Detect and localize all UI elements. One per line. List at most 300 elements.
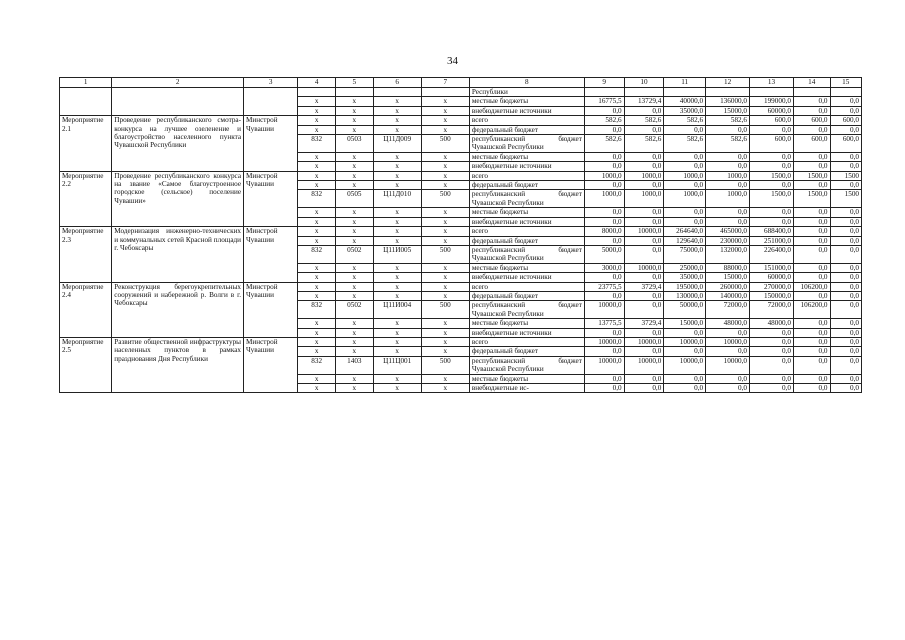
value-cell: 0,0: [830, 384, 861, 393]
value-cell: 72000,0: [750, 301, 794, 319]
budget-code-cell: Ц11Д009: [373, 135, 421, 153]
budget-code-cell: х: [421, 263, 469, 272]
value-cell: 1500,0: [750, 190, 794, 208]
budget-code-cell: 832: [298, 301, 336, 319]
budget-code-cell: х: [336, 273, 374, 282]
value-cell: 0,0: [830, 374, 861, 383]
value-cell: 582,6: [584, 116, 624, 125]
value-cell: 0,0: [624, 301, 664, 319]
value-cell: 1000,0: [706, 190, 750, 208]
value-cell: 0,0: [793, 181, 830, 190]
budget-code-cell: Ц11И004: [373, 301, 421, 319]
budget-code-cell: [373, 88, 421, 97]
value-cell: 0,0: [706, 181, 750, 190]
measure-name: Развитие общественной инфраструктуры населенных пунктов в рамках празднования Дня Республики: [112, 337, 244, 392]
value-cell: 0,0: [624, 384, 664, 393]
measure-executor: Минстрой Чувашии: [244, 227, 298, 282]
budget-code-cell: 500: [421, 356, 469, 374]
budget-code-cell: х: [421, 208, 469, 217]
budget-code-cell: 0502: [336, 245, 374, 263]
value-cell: 0,0: [830, 152, 861, 161]
budget-code-cell: Ц11Ц001: [373, 356, 421, 374]
value-cell: 0,0: [830, 236, 861, 245]
budget-code-cell: Ц11Д010: [373, 190, 421, 208]
budget-code-cell: [421, 88, 469, 97]
column-header-8: 8: [469, 78, 584, 88]
budget-code-cell: х: [298, 152, 336, 161]
budget-code-cell: х: [298, 291, 336, 300]
value-cell: 10000,0: [624, 337, 664, 346]
value-cell: 3729,4: [624, 282, 664, 291]
budget-code-cell: х: [421, 384, 469, 393]
budget-code-cell: х: [336, 328, 374, 337]
value-cell: 10000,0: [584, 337, 624, 346]
budget-code-cell: х: [373, 217, 421, 226]
column-header-3: 3: [244, 78, 298, 88]
table-row: [60, 171, 862, 180]
value-cell: 0,0: [830, 282, 861, 291]
value-cell: 0,0: [750, 328, 794, 337]
value-cell: 15000,0: [664, 319, 706, 328]
value-cell: 48000,0: [706, 319, 750, 328]
value-cell: 0,0: [793, 347, 830, 356]
table-body: [60, 88, 862, 393]
budget-code-cell: х: [298, 162, 336, 171]
table-row: [60, 88, 862, 97]
value-cell: 0,0: [830, 319, 861, 328]
budget-code-cell: х: [336, 106, 374, 115]
funding-source-cell: всего: [469, 171, 584, 180]
budget-code-cell: х: [298, 273, 336, 282]
budget-code-cell: 0502: [336, 301, 374, 319]
budget-code-cell: х: [421, 328, 469, 337]
value-cell: 10000,0: [706, 337, 750, 346]
budget-code-cell: 0505: [336, 190, 374, 208]
budget-code-cell: х: [373, 328, 421, 337]
budget-code-cell: х: [373, 116, 421, 125]
funding-source-cell: местные бюджеты: [469, 208, 584, 217]
value-cell: 0,0: [664, 217, 706, 226]
value-cell: 13775,5: [584, 319, 624, 328]
budget-code-cell: х: [373, 263, 421, 272]
value-cell: 136000,0: [706, 97, 750, 106]
budget-code-cell: х: [421, 106, 469, 115]
value-cell: 0,0: [793, 291, 830, 300]
column-header-9: 9: [584, 78, 624, 88]
column-header-10: 10: [624, 78, 664, 88]
value-cell: 0,0: [706, 347, 750, 356]
budget-code-cell: х: [336, 319, 374, 328]
budget-code-cell: х: [298, 282, 336, 291]
value-cell: 600,0: [750, 135, 794, 153]
value-cell: 10000,0: [664, 356, 706, 374]
value-cell: 10000,0: [584, 301, 624, 319]
value-cell: 60000,0: [750, 106, 794, 115]
budget-code-cell: х: [373, 171, 421, 180]
table-row: [60, 282, 862, 291]
value-cell: 140000,0: [706, 291, 750, 300]
column-header-7: 7: [421, 78, 469, 88]
value-cell: 0,0: [750, 337, 794, 346]
value-cell: [584, 88, 624, 97]
value-cell: 0,0: [793, 245, 830, 263]
value-cell: 0,0: [830, 273, 861, 282]
page-number: 34: [447, 55, 458, 67]
budget-code-cell: х: [373, 208, 421, 217]
value-cell: 0,0: [624, 208, 664, 217]
value-cell: 0,0: [706, 384, 750, 393]
budget-code-cell: х: [373, 291, 421, 300]
value-cell: 35000,0: [664, 106, 706, 115]
budget-code-cell: х: [373, 273, 421, 282]
value-cell: 0,0: [793, 106, 830, 115]
measure-name: Реконструкция берегоукрепительных сооружений и набережной р. Волги в г. Чебоксары: [112, 282, 244, 337]
value-cell: 0,0: [793, 236, 830, 245]
budget-code-cell: х: [298, 97, 336, 106]
value-cell: 10000,0: [624, 227, 664, 236]
value-cell: 0,0: [706, 374, 750, 383]
value-cell: 0,0: [830, 347, 861, 356]
measure-name: Проведение республиканского конкурса на звание «Самое благоустроенное городское (сельское) поселение Чувашии»: [112, 171, 244, 226]
budget-code-cell: х: [373, 384, 421, 393]
budget-code-cell: х: [336, 208, 374, 217]
value-cell: 10000,0: [706, 356, 750, 374]
value-cell: 0,0: [584, 125, 624, 134]
budget-code-cell: 500: [421, 135, 469, 153]
measure-label: Мероприятие 2.3: [60, 227, 112, 282]
value-cell: 0,0: [624, 217, 664, 226]
measure-executor: Минстрой Чувашии: [244, 171, 298, 226]
budget-code-cell: х: [373, 282, 421, 291]
budget-code-cell: х: [336, 236, 374, 245]
value-cell: 25000,0: [664, 263, 706, 272]
funding-source-cell: всего: [469, 337, 584, 346]
budget-code-cell: х: [298, 181, 336, 190]
funding-source-cell: внебюджетные источники: [469, 273, 584, 282]
value-cell: 1000,0: [584, 171, 624, 180]
budget-code-cell: х: [336, 384, 374, 393]
funding-source-cell: республиканский бюджет Чувашской Республики: [469, 356, 584, 374]
value-cell: 0,0: [750, 181, 794, 190]
value-cell: 1500,0: [793, 190, 830, 208]
budget-code-cell: х: [421, 347, 469, 356]
budget-code-cell: х: [421, 291, 469, 300]
value-cell: 0,0: [793, 328, 830, 337]
value-cell: 1000,0: [664, 190, 706, 208]
value-cell: 0,0: [830, 337, 861, 346]
measure-name: Модернизация инженерно-технических и коммунальных сетей Красной площади г. Чебоксары: [112, 227, 244, 282]
value-cell: [706, 88, 750, 97]
budget-code-cell: х: [336, 347, 374, 356]
column-header-1: 1: [60, 78, 112, 88]
value-cell: 0,0: [624, 152, 664, 161]
value-cell: 0,0: [624, 374, 664, 383]
budget-code-cell: х: [336, 374, 374, 383]
budget-code-cell: [336, 88, 374, 97]
budget-code-cell: х: [336, 227, 374, 236]
value-cell: 0,0: [664, 384, 706, 393]
value-cell: 0,0: [584, 347, 624, 356]
value-cell: 0,0: [624, 162, 664, 171]
value-cell: 0,0: [750, 217, 794, 226]
measure-label: Мероприятие 2.5: [60, 337, 112, 392]
value-cell: 0,0: [624, 328, 664, 337]
budget-code-cell: х: [373, 374, 421, 383]
blank-cell: [244, 88, 298, 116]
budget-code-cell: х: [298, 236, 336, 245]
budget-code-cell: х: [298, 263, 336, 272]
budget-code-cell: 832: [298, 135, 336, 153]
value-cell: 40000,0: [664, 97, 706, 106]
value-cell: 0,0: [750, 208, 794, 217]
value-cell: 0,0: [750, 347, 794, 356]
value-cell: 1500,0: [750, 171, 794, 180]
value-cell: 0,0: [830, 106, 861, 115]
budget-code-cell: х: [298, 374, 336, 383]
value-cell: 1000,0: [664, 171, 706, 180]
budget-code-cell: х: [373, 347, 421, 356]
budget-code-cell: х: [336, 291, 374, 300]
budget-code-cell: х: [421, 273, 469, 282]
column-header-2: 2: [112, 78, 244, 88]
value-cell: 0,0: [624, 181, 664, 190]
budget-code-cell: х: [373, 319, 421, 328]
budget-code-cell: 832: [298, 245, 336, 263]
column-header-6: 6: [373, 78, 421, 88]
budget-code-cell: х: [373, 181, 421, 190]
value-cell: 0,0: [584, 291, 624, 300]
value-cell: 0,0: [624, 245, 664, 263]
value-cell: 0,0: [664, 125, 706, 134]
value-cell: 35000,0: [664, 273, 706, 282]
value-cell: 129640,0: [664, 236, 706, 245]
funding-source-cell: внебюджетные источники: [469, 217, 584, 226]
value-cell: 0,0: [830, 208, 861, 217]
funding-source-cell: всего: [469, 282, 584, 291]
value-cell: 600,0: [793, 135, 830, 153]
funding-source-cell: местные бюджеты: [469, 97, 584, 106]
value-cell: 0,0: [830, 301, 861, 319]
budget-code-cell: х: [298, 337, 336, 346]
value-cell: 130000,0: [664, 291, 706, 300]
value-cell: 8000,0: [584, 227, 624, 236]
value-cell: 0,0: [706, 125, 750, 134]
budget-code-cell: х: [298, 106, 336, 115]
budget-code-cell: х: [298, 208, 336, 217]
budget-code-cell: х: [298, 171, 336, 180]
value-cell: 0,0: [830, 162, 861, 171]
value-cell: 0,0: [830, 263, 861, 272]
value-cell: 0,0: [584, 328, 624, 337]
value-cell: 5000,0: [584, 245, 624, 263]
value-cell: 0,0: [793, 152, 830, 161]
value-cell: 0,0: [624, 125, 664, 134]
value-cell: 264640,0: [664, 227, 706, 236]
value-cell: 0,0: [793, 208, 830, 217]
budget-table: [59, 77, 862, 393]
funding-source-cell: республиканский бюджет Чувашской Республики: [469, 135, 584, 153]
value-cell: 48000,0: [750, 319, 794, 328]
budget-code-cell: х: [421, 162, 469, 171]
budget-code-cell: х: [336, 171, 374, 180]
value-cell: 0,0: [793, 319, 830, 328]
value-cell: 0,0: [830, 125, 861, 134]
column-header-12: 12: [706, 78, 750, 88]
value-cell: 1500: [830, 171, 861, 180]
funding-source-cell: федеральный бюджет: [469, 236, 584, 245]
value-cell: 226400,0: [750, 245, 794, 263]
value-cell: 0,0: [584, 208, 624, 217]
value-cell: 1000,0: [624, 171, 664, 180]
funding-source-cell: внебюджетные источники: [469, 106, 584, 115]
value-cell: 72000,0: [706, 301, 750, 319]
budget-code-cell: х: [336, 97, 374, 106]
value-cell: 582,6: [624, 116, 664, 125]
measure-executor: Минстрой Чувашии: [244, 337, 298, 392]
budget-code-cell: х: [373, 236, 421, 245]
value-cell: [830, 88, 861, 97]
budget-code-cell: х: [421, 337, 469, 346]
value-cell: 0,0: [624, 291, 664, 300]
value-cell: 1000,0: [624, 190, 664, 208]
value-cell: 0,0: [664, 152, 706, 161]
budget-code-cell: х: [421, 97, 469, 106]
value-cell: 10000,0: [624, 263, 664, 272]
value-cell: 0,0: [584, 236, 624, 245]
value-cell: 0,0: [706, 217, 750, 226]
budget-code-cell: х: [336, 116, 374, 125]
value-cell: 88000,0: [706, 263, 750, 272]
value-cell: 0,0: [664, 208, 706, 217]
value-cell: 0,0: [664, 181, 706, 190]
value-cell: [750, 88, 794, 97]
budget-code-cell: х: [421, 319, 469, 328]
budget-code-cell: х: [373, 125, 421, 134]
funding-source-cell: всего: [469, 227, 584, 236]
value-cell: 0,0: [750, 125, 794, 134]
budget-code-cell: х: [336, 282, 374, 291]
funding-source-cell: всего: [469, 116, 584, 125]
funding-source-cell: республиканский бюджет Чувашской Республики: [469, 245, 584, 263]
value-cell: 0,0: [830, 97, 861, 106]
value-cell: 0,0: [793, 374, 830, 383]
value-cell: 1500: [830, 190, 861, 208]
value-cell: 0,0: [624, 347, 664, 356]
value-cell: 0,0: [830, 217, 861, 226]
column-header-15: 15: [830, 78, 861, 88]
value-cell: 10000,0: [664, 337, 706, 346]
funding-source-cell: внебюджетные источники: [469, 328, 584, 337]
header-row: [60, 78, 862, 88]
value-cell: 23775,5: [584, 282, 624, 291]
value-cell: 251000,0: [750, 236, 794, 245]
value-cell: 195000,0: [664, 282, 706, 291]
value-cell: 0,0: [830, 356, 861, 374]
value-cell: 10000,0: [584, 356, 624, 374]
budget-code-cell: [298, 88, 336, 97]
budget-code-cell: х: [421, 236, 469, 245]
funding-source-cell: местные бюджеты: [469, 374, 584, 383]
value-cell: [793, 88, 830, 97]
table-row: [60, 116, 862, 125]
value-cell: 270000,0: [750, 282, 794, 291]
value-cell: 0,0: [793, 162, 830, 171]
budget-code-cell: х: [421, 152, 469, 161]
funding-source-cell: федеральный бюджет: [469, 181, 584, 190]
value-cell: 0,0: [793, 97, 830, 106]
measure-executor: Минстрой Чувашии: [244, 282, 298, 337]
value-cell: 0,0: [750, 152, 794, 161]
value-cell: 0,0: [793, 263, 830, 272]
value-cell: 582,6: [706, 135, 750, 153]
value-cell: 465000,0: [706, 227, 750, 236]
budget-code-cell: х: [336, 125, 374, 134]
value-cell: 0,0: [793, 273, 830, 282]
value-cell: 230000,0: [706, 236, 750, 245]
value-cell: 75000,0: [664, 245, 706, 263]
budget-code-cell: х: [298, 347, 336, 356]
value-cell: 0,0: [830, 245, 861, 263]
value-cell: 600,0: [750, 116, 794, 125]
budget-code-cell: х: [373, 106, 421, 115]
value-cell: 50000,0: [664, 301, 706, 319]
measure-executor: Минстрой Чувашии: [244, 116, 298, 171]
value-cell: 0,0: [664, 347, 706, 356]
value-cell: 0,0: [584, 273, 624, 282]
value-cell: 0,0: [584, 217, 624, 226]
budget-code-cell: х: [421, 181, 469, 190]
value-cell: 3729,4: [624, 319, 664, 328]
funding-source-cell: федеральный бюджет: [469, 347, 584, 356]
budget-code-cell: х: [421, 227, 469, 236]
budget-code-cell: х: [298, 125, 336, 134]
value-cell: 0,0: [793, 217, 830, 226]
value-cell: 0,0: [750, 356, 794, 374]
value-cell: 0,0: [793, 337, 830, 346]
value-cell: 600,0: [830, 116, 861, 125]
budget-code-cell: х: [336, 181, 374, 190]
budget-code-cell: х: [421, 116, 469, 125]
funding-source-cell: республиканский бюджет Чувашской Республики: [469, 301, 584, 319]
value-cell: 3000,0: [584, 263, 624, 272]
budget-code-cell: х: [336, 152, 374, 161]
value-cell: 1000,0: [584, 190, 624, 208]
value-cell: 150000,0: [750, 291, 794, 300]
value-cell: 0,0: [624, 273, 664, 282]
value-cell: 600,0: [793, 116, 830, 125]
budget-code-cell: 832: [298, 356, 336, 374]
value-cell: 0,0: [664, 374, 706, 383]
column-header-14: 14: [793, 78, 830, 88]
value-cell: 151000,0: [750, 263, 794, 272]
funding-source-cell: местные бюджеты: [469, 319, 584, 328]
value-cell: 688400,0: [750, 227, 794, 236]
budget-code-cell: х: [373, 227, 421, 236]
budget-code-cell: х: [373, 337, 421, 346]
measure-label: Мероприятие 2.4: [60, 282, 112, 337]
budget-code-cell: 0503: [336, 135, 374, 153]
column-header-11: 11: [664, 78, 706, 88]
value-cell: 0,0: [793, 384, 830, 393]
value-cell: 0,0: [750, 384, 794, 393]
value-cell: 0,0: [830, 181, 861, 190]
value-cell: 582,6: [706, 116, 750, 125]
value-cell: 0,0: [750, 162, 794, 171]
value-cell: 0,0: [584, 106, 624, 115]
value-cell: 0,0: [793, 356, 830, 374]
funding-source-cell: Республики: [469, 88, 584, 97]
value-cell: 60000,0: [750, 273, 794, 282]
